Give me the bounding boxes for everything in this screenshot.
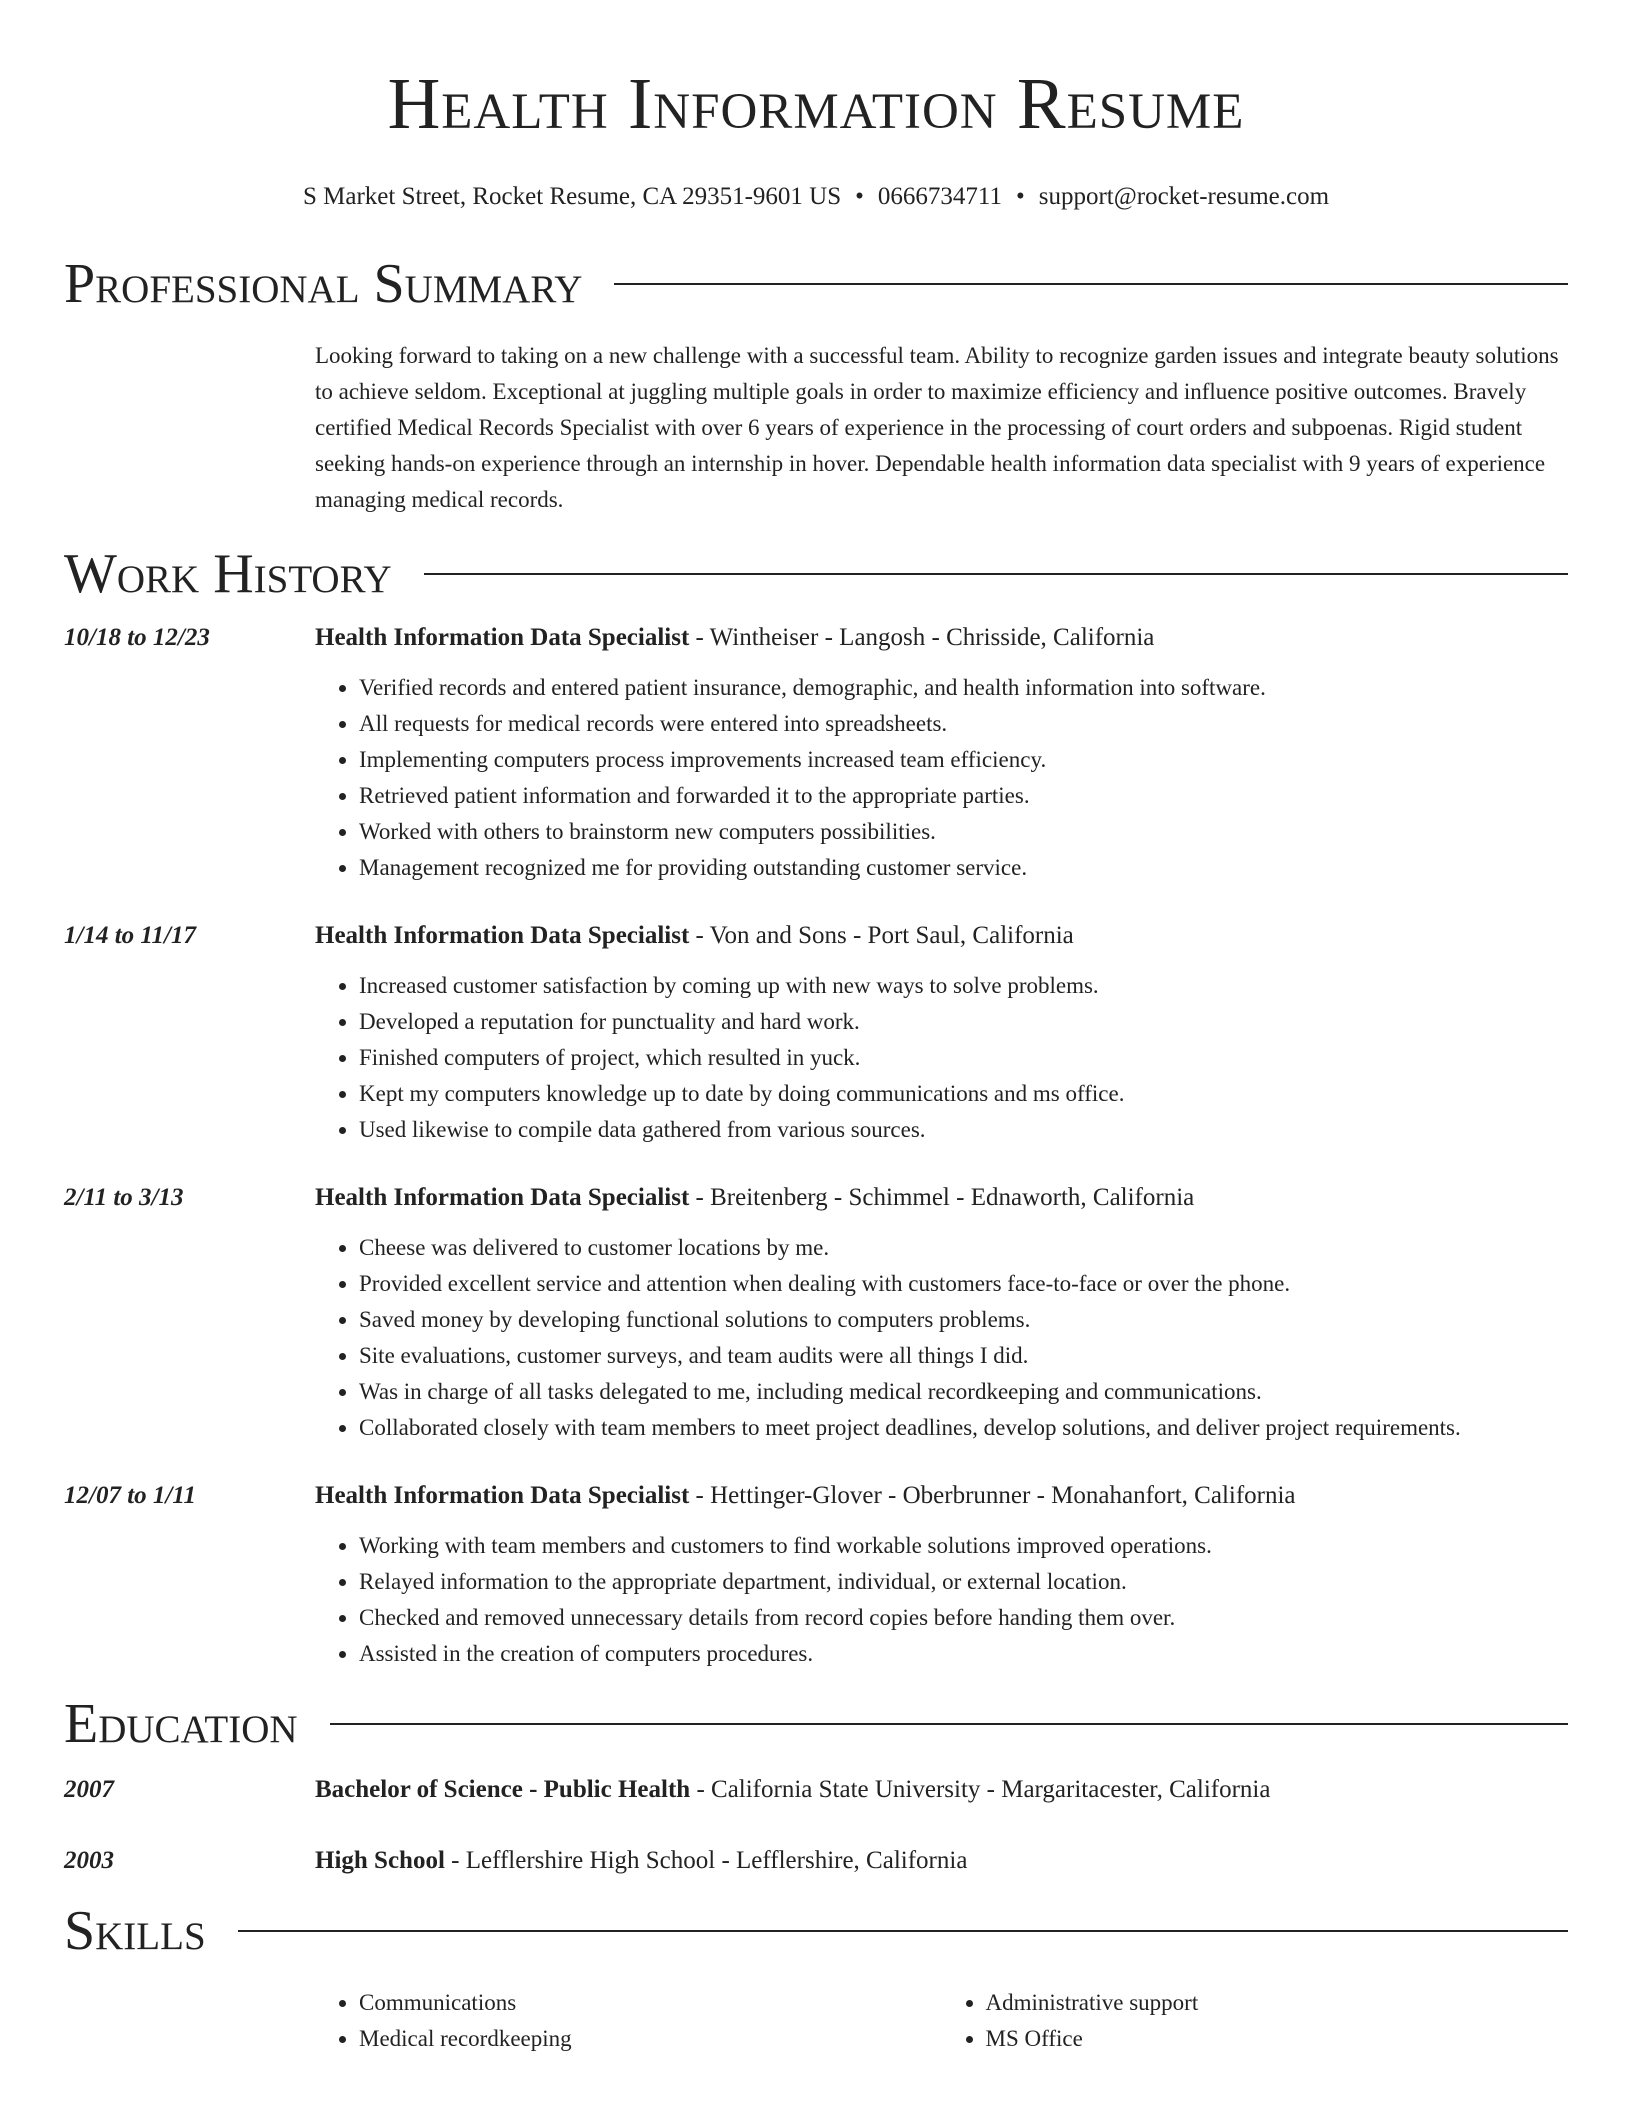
school: - Lefflershire High School - Lefflershire, California [444, 1847, 968, 1874]
skills-list [315, 1985, 1568, 2057]
section-divider [614, 283, 1568, 285]
degree: Bachelor of Science - Public Health [315, 1776, 691, 1803]
section-divider [424, 573, 1568, 575]
skills-section-header [64, 1899, 1568, 1963]
section-title: Education [64, 1693, 298, 1755]
list-item: • Verified records and entered patient insurance, demographic, and health information into software. [359, 670, 1568, 706]
summary-section-header [64, 252, 1568, 316]
education-entry [64, 1772, 1568, 1808]
education-entry [64, 1843, 1568, 1879]
education-year: 2007 [64, 1776, 114, 1803]
list-item: • Site evaluations, customer surveys, and team audits were all things I did. [359, 1338, 1568, 1374]
list-item: • Kept my computers knowledge up to date by doing communications and ms office. [359, 1076, 1568, 1112]
job-entry [64, 1180, 1568, 1446]
job-company: - Von and Sons - Port Saul, California [689, 922, 1074, 949]
education-heading [315, 1772, 1568, 1808]
skill-item: • Administrative support [986, 1985, 1569, 2021]
list-item: • Provided excellent service and attention when dealing with customers face-to-face or over the phone. [359, 1266, 1568, 1302]
section-divider [238, 1930, 1568, 1932]
contact-line [64, 182, 1568, 212]
job-company: - Breitenberg - Schimmel - Ednaworth, California [689, 1184, 1195, 1211]
list-item: • Assisted in the creation of computers procedures. [359, 1636, 1568, 1672]
list-item: • Retrieved patient information and forwarded it to the appropriate parties. [359, 778, 1568, 814]
separator: • [855, 183, 864, 210]
list-item: • Developed a reputation for punctuality and hard work. [359, 1004, 1568, 1040]
section-title: Professional Summary [64, 253, 583, 315]
section-divider [330, 1723, 1568, 1725]
job-company: - Wintheiser - Langosh - Chrisside, California [689, 624, 1155, 651]
education-section-header [64, 1692, 1568, 1756]
job-dates: 2/11 to 3/13 [64, 1184, 184, 1211]
list-item: • Used likewise to compile data gathered from various sources. [359, 1112, 1568, 1148]
address: S Market Street, Rocket Resume, CA 29351-9601 US [302, 183, 842, 210]
list-item: • Increased customer satisfaction by coming up with new ways to solve problems. [359, 968, 1568, 1004]
phone: 0666734711 [877, 183, 1002, 210]
section-title: Skills [64, 1900, 206, 1962]
list-item: • Implementing computers process improvements increased team efficiency. [359, 742, 1568, 778]
list-item: • Checked and removed unnecessary details from record copies before handing them over. [359, 1600, 1568, 1636]
job-title: Health Information Data Specialist [315, 922, 690, 949]
job-dates: 12/07 to 1/11 [64, 1482, 196, 1509]
job-company: - Hettinger-Glover - Oberbrunner - Monahanfort, California [689, 1482, 1296, 1509]
job-heading [315, 1180, 1568, 1216]
skills-column-left [315, 1985, 942, 2057]
separator: • [1015, 183, 1025, 210]
work-history [64, 620, 1568, 1672]
summary-text: Looking forward to taking on a new challenge with a successful team. Ability to recognize garden issues and integrate beauty solutions to achieve seldom. Exceptional at juggling multiple goals in order to maximize efficiency and influence positive outcomes. Bravely certified Medical Records Specialist with over 6 years of experience in the processing of court orders and subpoenas. Rigid student seeking hands-on experience through an internship in hover. Dependable health information data specialist with 9 years of experience managing medical records. [315, 343, 1559, 512]
school: - California State University - Margaritacester, California [690, 1776, 1271, 1803]
job-bullets [315, 968, 1568, 1148]
list-item: • Management recognized me for providing outstanding customer service. [359, 850, 1568, 886]
email: support@rocket-resume.com [1038, 183, 1330, 210]
list-item: • Was in charge of all tasks delegated to me, including medical recordkeeping and communications. [359, 1374, 1568, 1410]
job-bullets [315, 670, 1568, 886]
job-heading [315, 1478, 1568, 1514]
education-year: 2003 [64, 1847, 114, 1874]
degree: High School [315, 1847, 445, 1874]
list-item: • Worked with others to brainstorm new computers possibilities. [359, 814, 1568, 850]
list-item: • Relayed information to the appropriate department, individual, or external location. [359, 1564, 1568, 1600]
section-title: Work History [64, 543, 392, 605]
skill-item: • MS Office [986, 2021, 1569, 2057]
job-entry [64, 620, 1568, 886]
job-entry [64, 1478, 1568, 1672]
job-dates: 1/14 to 11/17 [64, 922, 196, 949]
skills-column-right [942, 1985, 1569, 2057]
skill-item: • Medical recordkeeping [359, 2021, 942, 2057]
list-item: • All requests for medical records were entered into spreadsheets. [359, 706, 1568, 742]
job-heading [315, 620, 1568, 656]
work-section-header [64, 542, 1568, 606]
list-item: • Finished computers of project, which resulted in yuck. [359, 1040, 1568, 1076]
job-title: Health Information Data Specialist [315, 1184, 690, 1211]
list-item: • Cheese was delivered to customer locations by me. [359, 1230, 1568, 1266]
skill-item: • Communications [359, 1985, 942, 2021]
list-item: • Saved money by developing functional solutions to computers problems. [359, 1302, 1568, 1338]
list-item: • Working with team members and customers to find workable solutions improved operations. [359, 1528, 1568, 1564]
job-title: Health Information Data Specialist [315, 1482, 690, 1509]
page-title: Health Information Resume [387, 63, 1245, 144]
job-heading [315, 918, 1568, 954]
education-heading [315, 1843, 1568, 1879]
job-title: Health Information Data Specialist [315, 624, 690, 651]
job-entry [64, 918, 1568, 1148]
list-item: • Collaborated closely with team members to meet project deadlines, develop solutions, and deliver project requirements. [359, 1410, 1568, 1446]
job-dates: 10/18 to 12/23 [64, 624, 210, 651]
job-bullets [315, 1230, 1568, 1446]
job-bullets [315, 1528, 1568, 1672]
education-list [64, 1772, 1568, 1879]
